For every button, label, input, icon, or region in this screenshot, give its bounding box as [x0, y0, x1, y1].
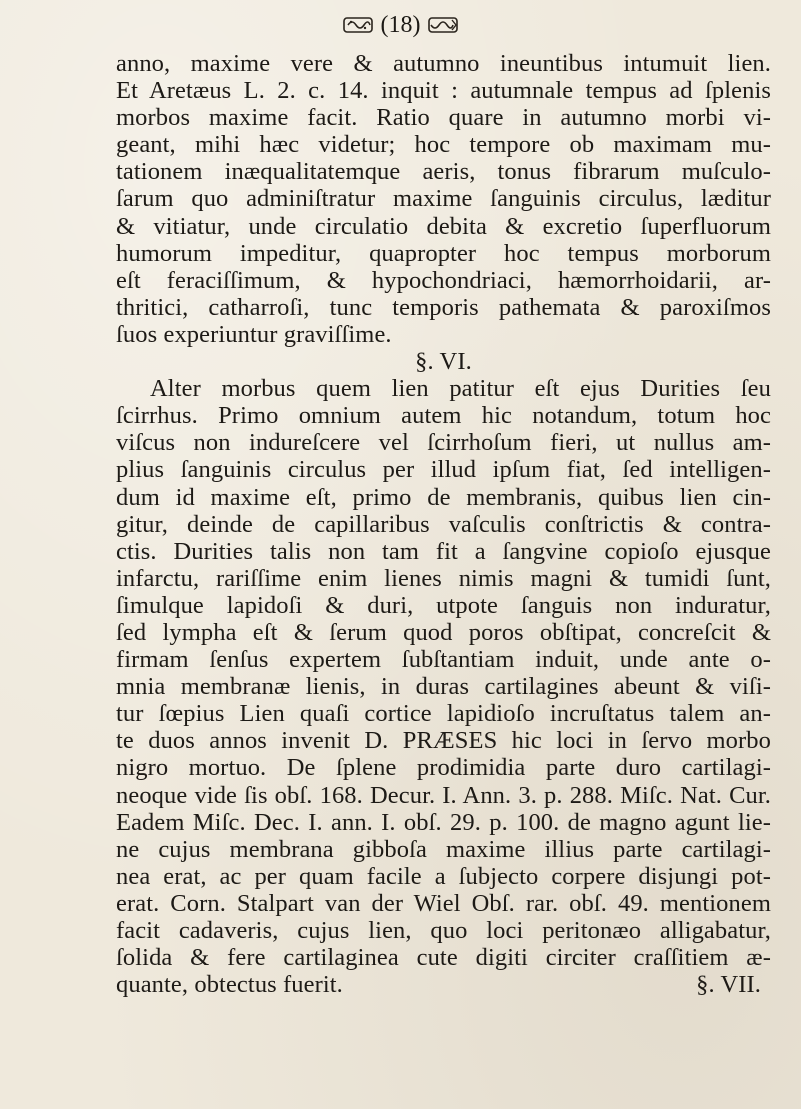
- text-line: ne cujus membrana gibboſa maxime illius parte cartilagi-: [116, 835, 771, 863]
- text-line: viſcus non indureſcere vel ſcirrhoſum fieri, ut nullus am-: [116, 429, 771, 457]
- text-line: dum id maxime eſt, primo de membranis, quibus lien cin-: [116, 483, 771, 511]
- text-line: thritici, catharroſi, tunc temporis pathemata & paroxiſmos: [116, 293, 771, 321]
- text-line: facit cadaveris, cujus lien, quo loci peritonæo alligabatur,: [116, 917, 771, 944]
- text-line: nigro mortuo. De ſplene prodimidia parte duro cartilagi-: [116, 754, 771, 782]
- page-header: [0, 8, 801, 42]
- text-line: ſolida & fere cartilaginea cute digiti circiter craſſitiem æ-: [116, 944, 771, 972]
- text-line: infarctu, rariſſime enim lienes nimis magni & tumidi ſunt,: [116, 564, 771, 592]
- text-line: erat. Corn. Stalpart van der Wiel Obſ. rar. obſ. 49. mentionem: [116, 889, 771, 917]
- page-number: (18): [380, 11, 421, 38]
- text-line: ſarum quo adminiſtratur maxime ſanguinis circulus, læditur: [116, 185, 771, 213]
- text-line: geant, mihi hæc videtur; hoc tempore ob maximam mu-: [116, 131, 771, 159]
- text-line: ctis. Durities talis non tam fit a ſangvine copioſo ejusque: [116, 537, 771, 565]
- text-line: eſt feraciſſimum, & hypochondriaci, hæmorrhoidarii, ar-: [116, 266, 771, 294]
- text-line: ſed lympha eſt & ſerum quod poros obſtipat, concreſcit &: [116, 618, 771, 646]
- text-line: mnia membranæ lienis, in duras cartilagines abeunt & viſi-: [116, 673, 771, 701]
- right-ornament-icon: [428, 16, 458, 34]
- text-line: ſcirrhus. Primo omnium autem hic notandum, totum hoc: [116, 402, 771, 430]
- text-line: & vitiatur, unde circulatio debita & excretio ſuperfluorum: [116, 212, 771, 240]
- left-ornament-icon: [343, 16, 373, 34]
- text-line: ſimulque lapidoſi & duri, utpote ſanguis non induratur,: [116, 591, 771, 619]
- text-line: gitur, deinde de capillaribus vaſculis conſtrictis & contra-: [116, 510, 771, 538]
- text-line: anno, maxime vere & autumno ineuntibus intumuit lien.: [116, 50, 771, 77]
- text-line: firmam ſenſus expertem ſubſtantiam induit, unde ante o-: [116, 646, 771, 674]
- text-line: humorum impeditur, quapropter hoc tempus morborum: [116, 239, 771, 267]
- body-text: [116, 50, 771, 998]
- text-line: tationem inæqualitatemque aeris, tonus fibrarum muſculo-: [116, 158, 771, 186]
- catchword: §. VII.: [696, 971, 761, 999]
- text-line: Eadem Miſc. Dec. I. ann. I. obſ. 29. p. 100. de magno agunt lie-: [116, 808, 771, 836]
- section-heading: §. VI.: [415, 348, 472, 376]
- text-line: ſuos experiuntur graviſſime.: [116, 320, 392, 348]
- text-line: plius ſanguinis circulus per illud ipſum fiat, ſed intelligen-: [116, 456, 771, 484]
- text-line: quante, obtectus fuerit.: [116, 971, 343, 999]
- text-line: tur ſœpius Lien quaſi cortice lapidioſo incruſtatus talem an-: [116, 700, 771, 728]
- text-line: te duos annos invenit D. PRÆSES hic loci in ſervo morbo: [116, 727, 771, 755]
- text-line: nea erat, ac per quam facile a ſubjecto corpere disjungi pot-: [116, 862, 771, 890]
- text-line: Et Aretæus L. 2. c. 14. inquit : autumnale tempus ad ſplenis: [116, 77, 771, 105]
- text-line: neoque vide ſis obſ. 168. Decur. I. Ann. 3. p. 288. Miſc. Nat. Cur.: [116, 781, 771, 809]
- last-line-with-catchword: [116, 971, 771, 998]
- text-line: morbos maxime facit. Ratio quare in autumno morbi vi-: [116, 104, 771, 132]
- text-line: Alter morbus quem lien patitur eſt ejus Durities ſeu: [150, 375, 771, 403]
